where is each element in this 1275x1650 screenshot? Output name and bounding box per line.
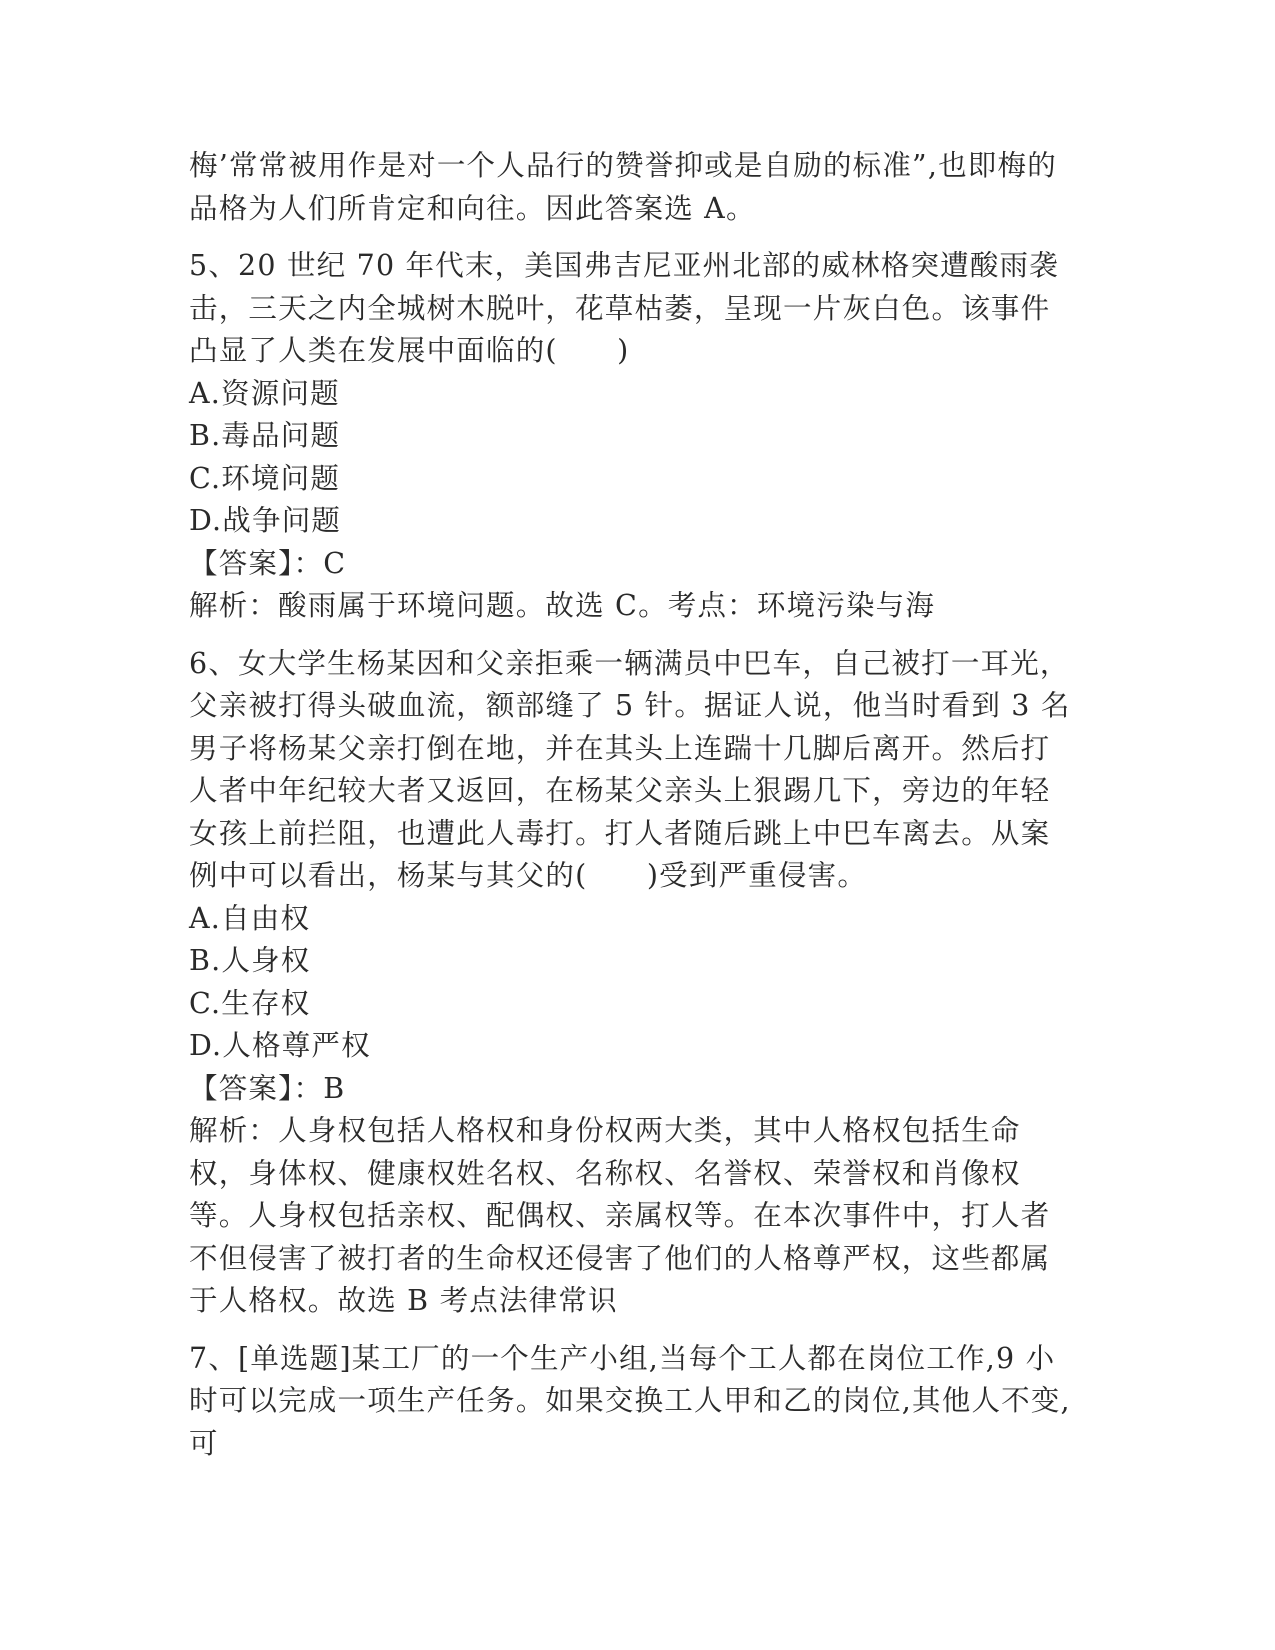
option-a: A.资源问题: [189, 376, 340, 410]
analysis-paragraph: 解析：人身权包括人格权和身份权两大类，其中人格权包括生命权，身体权、健康权姓名权、名称权、名誉权、荣誉权和肖像权等。人身权包括亲权、配偶权、亲属权等。在本次事件中，打人者不但侵害了被打者的生命权还侵害了他们的人格尊严权，这些都属于人格权。故选 B 考点法律常识: [189, 1114, 1051, 1317]
question-block: [189, 245, 1079, 628]
question-stem: 5、20 世纪 70 年代末，美国弗吉尼亚州北部的威林格突遭酸雨袭击，三天之内全城树木脱叶，花草枯萎，呈现一片灰白色。该事件凸显了人类在发展中面临的( ): [189, 249, 1059, 367]
option-c: C.环境问题: [189, 461, 341, 495]
answer-line: 【答案】：B: [189, 1071, 346, 1105]
option-b: B.毒品问题: [189, 419, 341, 452]
question-block: [189, 643, 1079, 1323]
option-d: D.人格尊严权: [189, 1029, 371, 1062]
analysis-paragraph: 解析：酸雨属于环境问题。故选 C。考点：环境污染与海: [189, 589, 936, 622]
option-c: C.生存权: [189, 986, 311, 1020]
question-block: [189, 1338, 1079, 1466]
document-page: [189, 145, 1079, 1465]
option-b: B.人身权: [189, 944, 311, 977]
intro-paragraph: 梅’常常被用作是对一个人品行的赞誉抑或是自励的标准”,也即梅的品格为人们所肯定和向往。因此答案选 A。: [189, 149, 1057, 225]
option-d: D.战争问题: [189, 504, 342, 537]
question-stem: 7、[单选题]某工厂的一个生产小组,当每个工人都在岗位工作,9 小时可以完成一项生产任务。如果交换工人甲和乙的岗位,其他人不变,可: [189, 1341, 1071, 1460]
question-stem: 6、女大学生杨某因和父亲拒乘一辆满员中巴车，自己被打一耳光，父亲被打得头破血流，额部缝了 5 针。据证人说，他当时看到 3 名男子将杨某父亲打倒在地，并在其头上连踹十几脚后离开。然后打人者中年纪较大者又返回，在杨某父亲头上狠踢几下，旁边的年轻女孩上前拦阻，也遭此人毒打。打人者随后跳上中巴车离去。从案例中可以看出，杨某与其父的( )受到严重侵害。: [189, 646, 1071, 892]
answer-line: 【答案】：C: [189, 546, 347, 580]
option-a: A.自由权: [189, 901, 311, 935]
